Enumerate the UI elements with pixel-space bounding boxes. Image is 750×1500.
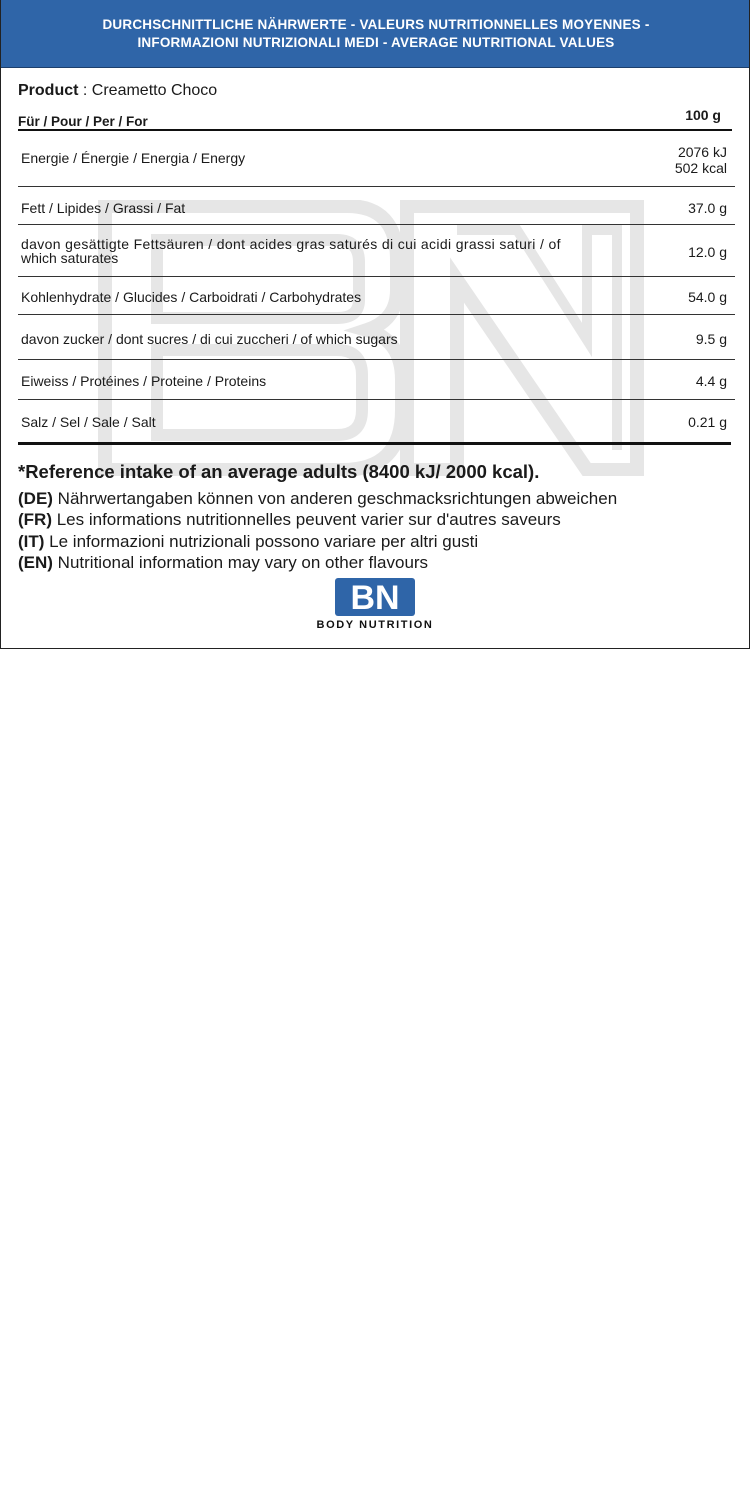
nutrient-label: Kohlenhydrate / Glucides / Carboidrati / Carbohydrates [21,289,362,305]
per-row [18,107,732,131]
per-amount: 100 g [685,107,721,123]
nutrient-row-energy [18,131,735,187]
energy-kcal: 502 kcal [674,160,727,176]
nutrient-row-salt [18,400,735,440]
logo-text: BODY NUTRITION [316,619,434,631]
nutrient-label-line-1: davon gesättigte Fettsäuren / dont acides gras saturés di cui acidi grassi saturi / of [21,236,561,252]
table-bottom-rule [18,442,731,445]
nutrient-label: davon zucker / dont sucres / di cui zuccheri / of which sugars [21,331,398,347]
product-line [18,82,217,100]
product-separator: : [78,82,92,99]
product-label: Product [18,82,79,99]
product-name: Creametto Choco [91,82,218,99]
nutrient-label-line-2: which saturates [21,250,119,266]
note-text: Le informazioni nutrizionali possono variare per altri gusti [44,531,479,551]
energy-kj: 2076 kJ [677,144,727,160]
note-code: (FR) [18,510,52,530]
note-code: (IT) [18,531,45,551]
note-text: Nährwertangaben können von anderen geschmacksrichtungen abweichen [52,489,618,508]
nutrition-label-card [0,0,750,649]
nutrient-label: Eiweiss / Protéines / Proteine / Proteins [21,373,267,389]
nutrient-row-carbohydrates [18,277,735,315]
note-text: Nutritional information may vary on other flavours [52,553,429,573]
nutrient-row-fat [18,187,735,225]
nutrient-label [21,237,581,265]
nutrient-value [675,144,727,176]
nutrient-value: 37.0 g [688,200,727,216]
nutrient-row-proteins [18,360,735,400]
nutrient-label: Energie / Énergie / Energia / Energy [21,150,246,166]
header-line-1: DURCHSCHNITTLICHE NÄHRWERTE - VALEURS NUTRITIONNELLES MOYENNES - [102,17,650,32]
reference-intake-note: *Reference intake of an average adults (8400 kJ/ 2000 kcal). [18,461,540,482]
note-code: (DE) [18,489,53,508]
logo-mark: BN [350,579,400,617]
note-code: (EN) [18,553,53,573]
flavour-notes [18,488,617,574]
nutrient-value: 54.0 g [688,289,727,305]
nutrition-header [1,0,750,68]
note-text: Les informations nutritionnelles peuvent varier sur d'autres saveurs [51,510,561,530]
nutrient-label: Salz / Sel / Sale / Salt [21,414,156,430]
per-label: Für / Pour / Per / For [18,114,148,129]
header-line-2: INFORMAZIONI NUTRIZIONALI MEDI - AVERAGE NUTRITIONAL VALUES [137,35,615,50]
nutrient-value: 4.4 g [695,373,727,389]
nutrient-label: Fett / Lipides / Grassi / Fat [21,200,186,216]
note-fr [18,509,617,530]
note-it [18,531,617,552]
note-en [18,552,617,573]
nutrient-value: 9.5 g [695,331,727,347]
nutrient-row-sugars [18,315,735,360]
nutrient-value: 0.21 g [688,414,727,430]
nutrient-value: 12.0 g [688,244,727,260]
nutrient-row-saturates [18,225,735,277]
note-de [18,488,617,509]
